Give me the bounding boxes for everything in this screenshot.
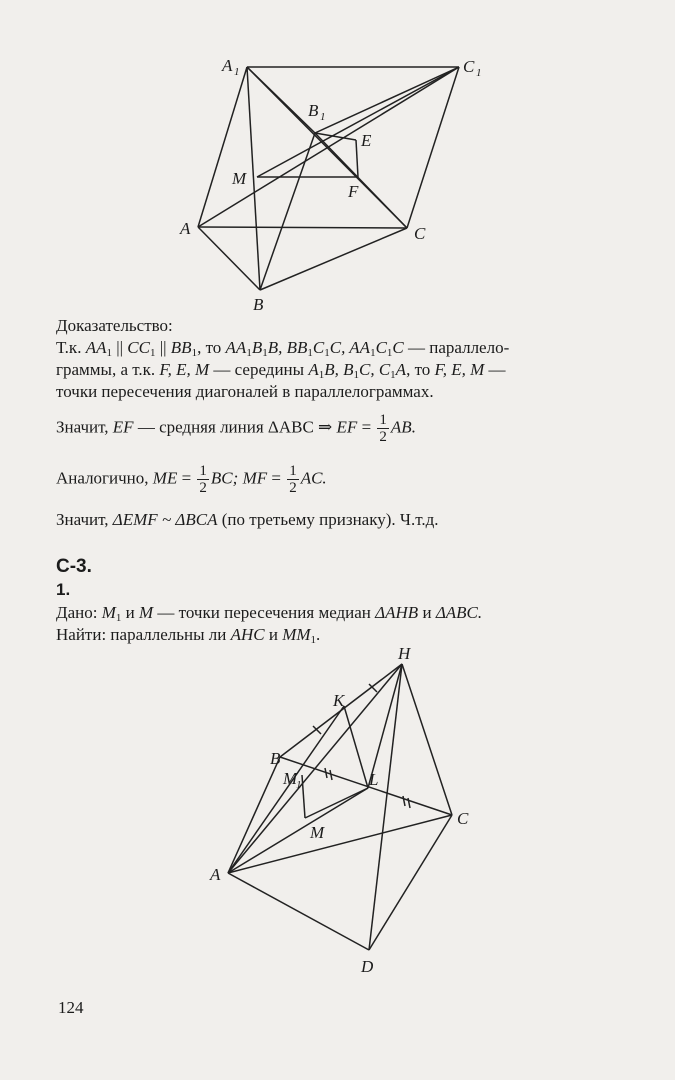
label-B1-sub: 1 (320, 111, 326, 123)
prism-svg (0, 40, 675, 320)
proof-line-1: Т.к. $AA_1$ || $CC_1$ || $BB_1$, то $AA_1B_1B$, $BB_1C_1C$, $AA_1C_1C$ — параллело- (56, 338, 510, 359)
tick-BL-2 (330, 770, 332, 780)
label-C1-sub: 1 (476, 67, 482, 79)
proof-line-2: граммы, а т.к. F, E, M — середины $A_1B$, $B_1C$, $C_1A$, то F, E, M — (56, 360, 506, 381)
edge-AC (198, 227, 407, 228)
edge-HC (402, 664, 452, 815)
edge-AB (198, 227, 260, 290)
proof-line-5: Аналогично, ME = $\frac{1}{2}$ BC; MF = $\frac{1}{2}$ AC. (56, 463, 327, 496)
proof-title: Доказательство: (56, 316, 173, 335)
segment-ML (305, 788, 368, 818)
edge-BB1 (260, 133, 315, 290)
edge-A1A (198, 67, 247, 227)
pyramid-figure (0, 640, 675, 980)
label-B1: B (308, 101, 319, 120)
label-M: M (310, 823, 325, 842)
tick-BL-1 (325, 768, 327, 778)
edge-BC (280, 757, 452, 815)
section-heading: С-3. (56, 556, 92, 577)
label-D: D (361, 957, 374, 976)
label-B: B (253, 295, 264, 314)
segment-EF (356, 140, 358, 177)
label-H: H (398, 644, 411, 663)
edge-AB (228, 757, 280, 873)
edge-CD (369, 815, 452, 950)
label-A1-sub: 1 (234, 66, 240, 78)
fraction-half: $\frac{1}{2}$ (289, 463, 297, 496)
page-number: 124 (58, 998, 84, 1017)
edge-B1C1 (315, 67, 459, 133)
label-M1: M (283, 769, 298, 788)
label-A: A (210, 865, 221, 884)
median-AL (228, 788, 368, 873)
tick-LC-2 (408, 798, 410, 808)
label-M1-sub: 1 (296, 779, 302, 791)
edge-AD (228, 873, 369, 950)
edge-HD (369, 664, 402, 950)
label-E: E (361, 131, 372, 150)
diag-A1B (247, 67, 260, 290)
find-line: Найти: параллельны ли AHC и $MM_1$. (56, 625, 321, 646)
tick-LC-1 (403, 796, 405, 806)
label-A1: A (222, 56, 233, 75)
edge-BC (260, 228, 407, 290)
label-C: C (457, 809, 469, 828)
label-C1: C (463, 57, 475, 76)
label-F: F (348, 182, 359, 201)
problem-number: 1. (56, 580, 71, 599)
prism-figure (0, 40, 675, 320)
label-C: C (414, 224, 426, 243)
fraction-half: $\frac{1}{2}$ (379, 412, 387, 445)
label-K: K (333, 691, 345, 710)
proof-line-3: точки пересечения диагоналей в параллелограммах. (56, 382, 434, 401)
label-B: B (270, 749, 281, 768)
label-M: M (232, 169, 247, 188)
proof-line-6: Значит, ΔEMF ~ ΔBCA (по третьему признаку). Ч.т.д. (56, 510, 439, 529)
label-A: A (180, 219, 191, 238)
label-L: L (369, 770, 379, 789)
given-line: Дано: $M_1$ и M — точки пересечения медиан ΔAHB и ΔABC. (56, 603, 483, 624)
proof-line-4: Значит, EF — средняя линия ΔABC ⇒ EF = $\frac{1}{2}$ AB. (56, 412, 416, 445)
fraction-half: $\frac{1}{2}$ (199, 463, 207, 496)
pyramid-svg (0, 640, 675, 980)
